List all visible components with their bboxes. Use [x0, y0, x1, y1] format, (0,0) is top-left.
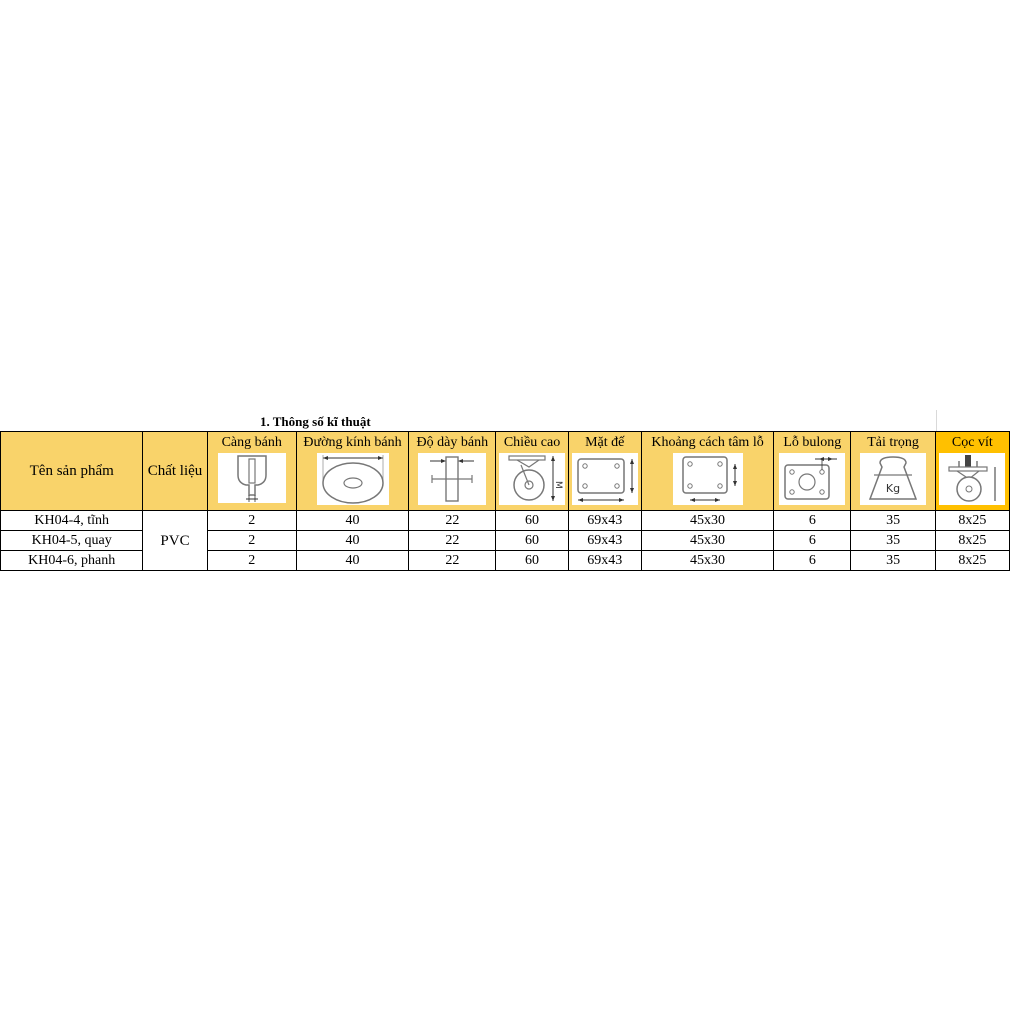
- weight-kg-icon: [860, 453, 926, 505]
- header-base-plate: [568, 432, 641, 511]
- cell-wheel-diameter: 40: [296, 531, 408, 551]
- cell-wheel-thickness: 22: [409, 551, 496, 571]
- header-height: [496, 432, 568, 511]
- header-load: [851, 432, 935, 511]
- cell-stem: 8x25: [935, 511, 1009, 531]
- cell-stem: 8x25: [935, 551, 1009, 571]
- cell-stem: 8x25: [935, 531, 1009, 551]
- header-wheel-thickness: [409, 432, 496, 511]
- sheet-gridline: [936, 410, 937, 432]
- cell-height: 60: [496, 511, 568, 531]
- threaded-stem-icon: [939, 453, 1005, 505]
- header-stem: [935, 432, 1009, 511]
- row-name: KH04-4, tĩnh: [1, 511, 143, 531]
- cell-hole-spacing: 45x30: [641, 511, 773, 531]
- cell-height: 60: [496, 531, 568, 551]
- cell-load: 35: [851, 531, 935, 551]
- header-bolt-hole-label: Lỗ bulong: [783, 435, 842, 450]
- header-fork-label: Càng bánh: [221, 435, 282, 450]
- cell-bolt-hole: 6: [774, 531, 851, 551]
- hole-spacing-icon: [673, 453, 743, 505]
- svg-text:M: M: [553, 481, 564, 489]
- spec-table: [0, 431, 1010, 571]
- header-base-plate-label: Mặt đế: [585, 435, 625, 450]
- header-load-label: Tải trọng: [867, 435, 919, 450]
- header-fork: [207, 432, 296, 511]
- cell-hole-spacing: 45x30: [641, 531, 773, 551]
- cell-load: 35: [851, 511, 935, 531]
- table-row: [1, 511, 1010, 531]
- header-bolt-hole: [774, 432, 851, 511]
- section-title: 1. Thông số kĩ thuật: [260, 414, 371, 429]
- header-wheel-diameter: [296, 432, 408, 511]
- wheel-thickness-icon: [418, 453, 486, 505]
- cell-base-plate: 69x43: [568, 531, 641, 551]
- cell-wheel-diameter: 40: [296, 551, 408, 571]
- cell-bolt-hole: 6: [774, 551, 851, 571]
- cell-base-plate: 69x43: [568, 511, 641, 531]
- cell-base-plate: 69x43: [568, 551, 641, 571]
- wheel-diameter-icon: [317, 453, 389, 505]
- base-plate-icon: [572, 453, 638, 505]
- cell-hole-spacing: 45x30: [641, 551, 773, 571]
- cell-height: 60: [496, 551, 568, 571]
- fork-icon: [218, 453, 286, 503]
- header-row: [1, 432, 1010, 511]
- header-stem-label: Cọc vít: [951, 435, 993, 450]
- material-cell: PVC: [143, 511, 207, 571]
- cell-fork: 2: [207, 511, 296, 531]
- cell-fork: 2: [207, 531, 296, 551]
- cell-wheel-thickness: 22: [409, 511, 496, 531]
- header-wheel-diameter-label: Đường kính bánh: [303, 435, 402, 450]
- header-hole-spacing-label: Khoảng cách tâm lỗ: [651, 435, 764, 450]
- weight-icon-text: Kg: [885, 482, 901, 495]
- row-name: KH04-5, quay: [1, 531, 143, 551]
- cell-wheel-diameter: 40: [296, 511, 408, 531]
- header-hole-spacing: [641, 432, 773, 511]
- cell-load: 35: [851, 551, 935, 571]
- cell-wheel-thickness: 22: [409, 531, 496, 551]
- row-name: KH04-6, phanh: [1, 551, 143, 571]
- header-wheel-thickness-label: Độ dày bánh: [416, 435, 489, 450]
- header-material: Chất liệu: [143, 432, 207, 511]
- bolt-hole-icon: [779, 453, 845, 505]
- header-height-label: Chiều cao: [503, 435, 561, 450]
- cell-fork: 2: [207, 551, 296, 571]
- caster-height-icon: [499, 453, 565, 505]
- header-product-name: Tên sản phẩm: [1, 432, 143, 511]
- cell-bolt-hole: 6: [774, 511, 851, 531]
